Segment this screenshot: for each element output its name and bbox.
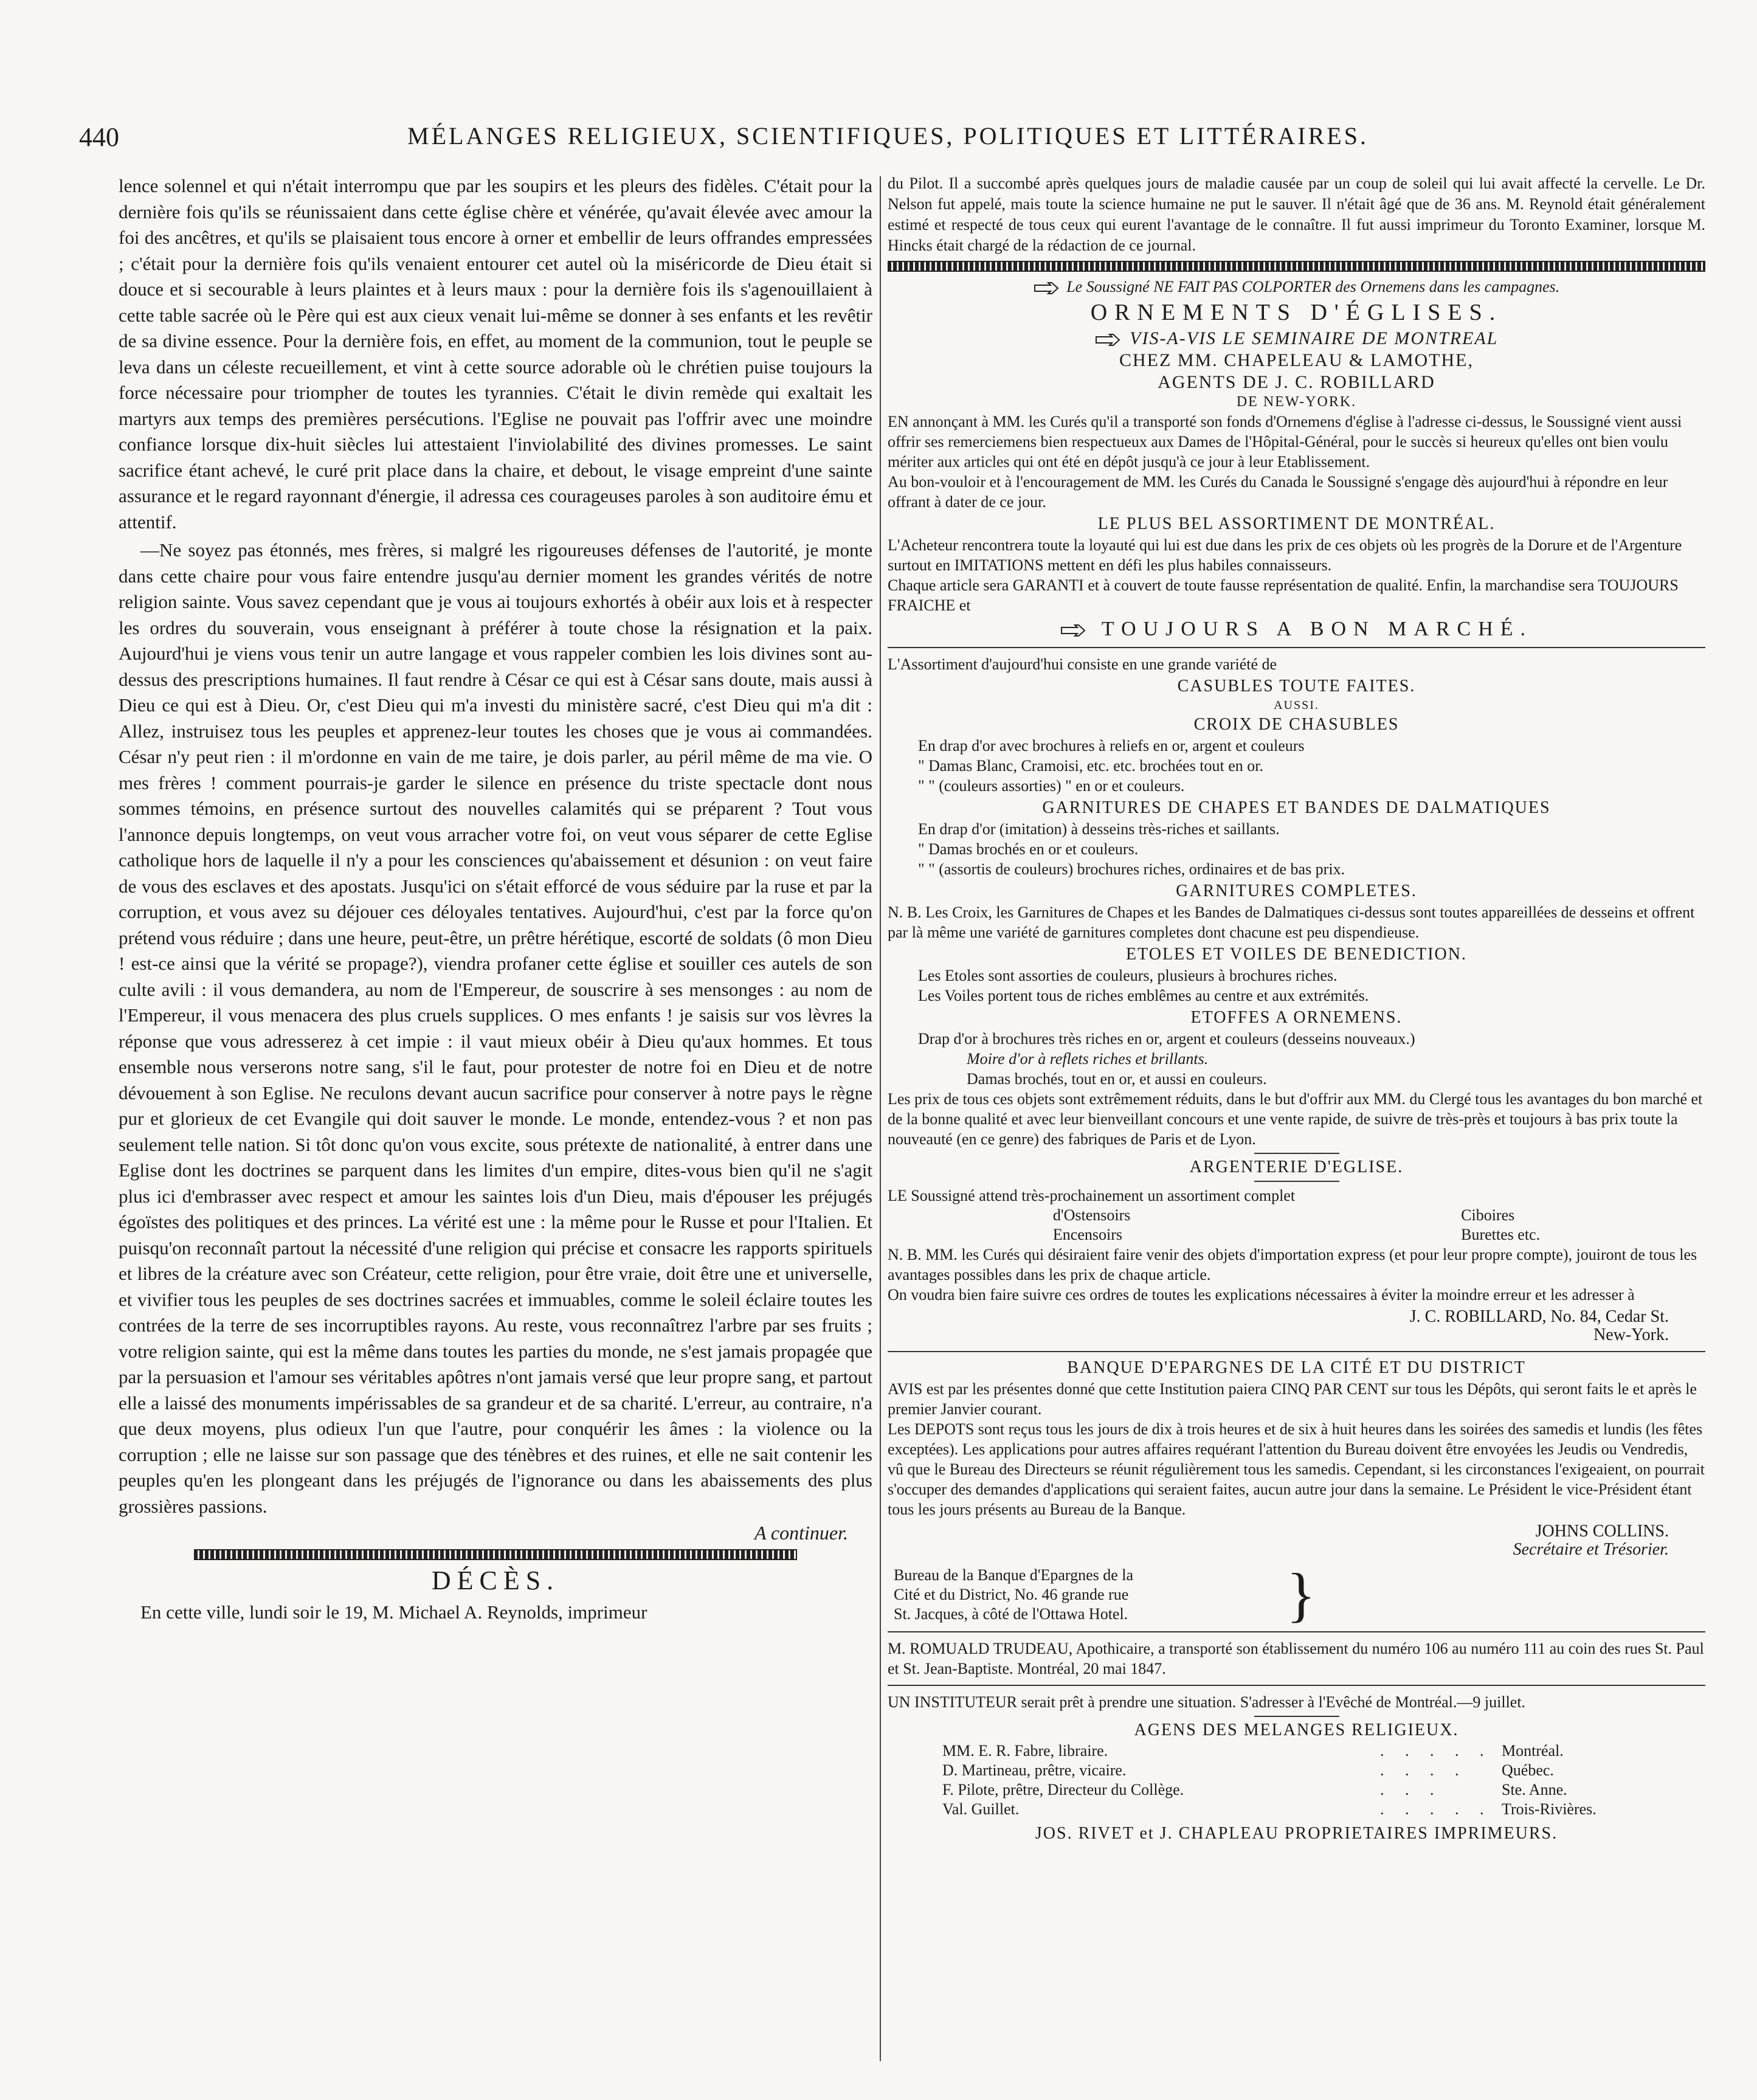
argenterie-ordres: On voudra bien faire suivre ces ordres de toutes les explications nécessaires à éviter la moindre erreur et les adresser à bbox=[888, 1286, 1635, 1304]
agent-place: Trois-Rivières. bbox=[1502, 1800, 1596, 1818]
sermon-paragraph: —Ne soyez pas étonnés, mes frères, si malgré les rigoureuses défenses de l'autorité, je monte dans cette chaire pour vous faire entendre jusqu'au dernier moment les grandes vérités de notre religion sainte. Vous savez cependant que je vous ai toujours exhortés à obéir aux lois et à respecter les ordres du souverain, vous enseignant à préférer à toute chose la résignation et la paix. Aujourd'hui je viens vous tenir un autre langage et vous rappeler combien les lois divines sont au-dessus des prescriptions humaines. Il faut rendre à César ce qui est à César sans doute, mais aussi à Dieu ce qui est à Dieu. Or, c'est Dieu qui m'a investi du ministère sacré, c'est Dieu qui m'a dit : Allez, instruisez tous les peuples et apprenez-leur toutes les choses que je vous ai commandées. César n'y peut rien : il m'ordonne en vain de me taire, je dois parler, au péril même de ma vie. O mes frères ! comment pourrais-je garder le silence en présence du triste spectacle dont nous sommes témoins, en présence surtout des nouvelles calamités qui se préparent ? Tout vous l'annonce depuis longtemps, on veut vous arracher votre foi, on veut vous séparer de cette Eglise catholique hors de laquelle il n'y a pour les consciences qu'abaissement et désunion : on veut faire de vous des esclaves et des apostats. Jusqu'ici on s'était efforcé de vous séduire par la ruse et par la corruption, et vous avez su déjouer ces déloyales tentatives. Aujourd'hui, c'est par la force qu'on prétend vous réduire ; dans une heure, peut-être, un prêtre hérétique, escorté de soldats (ô mon Dieu ! est-ce ainsi que la vérité se propage?), viendra profaner cette église et souiller ces autels de son culte avili : il vous demandera, au nom de l'Empereur, de souscrire à ses mensonges : au nom de l'Empereur, il vous menacera des plus cruels supplices. O mes enfants ! je saisis sur vos lèvres la réponse que vous adresserez à cet impie : il vaut mieux obéir à Dieu qu'aux hommes. Et tous ensemble nous verserons notre sang, s'il le faut, pour protester de notre foi en Dieu et de notre dévouement à son Eglise. Ne reculons devant aucun sacrifice pour conserver à notre pays le règne pur et glorieux de cet Evangile qui doit sauver le monde. Le monde, entendez-vous ? et non pas seulement telle nation. Si tôt donc qu'on vous excite, sous prétexte de nationalité, à entrer dans une Eglise dont les doctrines se parquent dans les limites d'un empire, dites-vous bien qu'il ne s'agit plus ici d'embrasser avec respect et amour les saintes lois d'un Dieu, mais d'épouser les préjugés égoïstes des politiques et des princes. La vérité est une : la même pour le Russe et pour l'Italien. Et puisqu'on reconnaît partout la nécessité d'une religion qui précise et consacre les rapports spirituels et libres de la créature avec son Créateur, cette religion, pour être vraie, doit être une et universelle, et vivifier tous les peuples de ses doctrines sacrées et immuables, comme le soleil éclaire toutes les contrées de la terre de ses incorruptibles rayons. Au reste, vous reconnaîtrez l'arbre par ses fruits ; votre religion sainte, qui est la même dans toutes les parties du monde, ne s'est jamais propagée que par la persuasion et l'amour ses véritables apôtres n'ont jamais versé que leur propre sang, et partout elle a laissé des monuments impérissables de sa grandeur et de sa charité. L'erreur, au contraire, n'a que deux moyens, plus odieux l'un que l'autre, pour conquérir les âmes : la violence ou la corruption ; elle ne laisse sur son passage que des ténèbres et des ruines, et elle ne sait contenir les peuples qu'en les plongeant dans les préjugés de l'ignorance ou dans les abaissements des plus grossières passions. bbox=[119, 539, 872, 1517]
divider bbox=[1254, 1181, 1339, 1182]
garanti-text: Chaque article sera GARANTI et à couvert de toute fausse représentation de qualité. Enfin, la marchandise sera TOUJOURS FRAICHE et bbox=[888, 576, 1679, 614]
page-number: 440 bbox=[79, 122, 119, 152]
argenterie-heading: ARGENTERIE D'EGLISE. bbox=[1189, 1158, 1404, 1176]
etoles-item: Les Etoles sont assorties de couleurs, plusieurs à brochures riches. bbox=[918, 967, 1338, 984]
prix-text: Les prix de tous ces objets sont extrêmement réduits, dans le but d'offrir aux MM. du Clergé tous les avantages du bon marché et de la bonne qualité et avec leur bienveillant concours et une vente rapide, de suivre de très-près et toujours à bas prix toute la nouveauté (en ce genre) des fabriques de Paris et de Lyon. bbox=[888, 1090, 1703, 1148]
agent-name: F. Pilote, prêtre, Directeur du Collège. bbox=[942, 1781, 1184, 1798]
garnitures-item: " Damas brochés en or et couleurs. bbox=[918, 840, 1139, 858]
banque-bureau-address bbox=[888, 1561, 1705, 1628]
agent-place: Montréal. bbox=[1502, 1742, 1564, 1760]
etoffes-item: Drap d'or à brochures très riches en or, argent et couleurs (desseins nouveaux.) bbox=[918, 1030, 1415, 1048]
deces-text: En cette ville, lundi soir le 19, M. Michael A. Reynolds, imprimeur bbox=[140, 1601, 647, 1623]
ornements-intro-2: Au bon-vouloir et à l'encouragement de MM. les Curés du Canada le Soussigné s'engage dès aujourd'hui à répondre en leur offrant à dater de ce jour. bbox=[888, 473, 1668, 511]
agent-dots: . . . . . bbox=[1380, 1742, 1493, 1760]
agent-row bbox=[888, 1800, 1705, 1819]
ornements-chez: CHEZ MM. CHAPELEAU & LAMOTHE, bbox=[1119, 350, 1474, 370]
garnitures-heading: GARNITURES DE CHAPES ET BANDES DE DALMATIQUES bbox=[1042, 798, 1551, 817]
banque-depots: Les DEPOTS sont reçus tous les jours de dix à trois heures et de six à huit heures dans les soirées des samedis et lundis (les fêtes exceptées). Les applications pour autres affaires requérant l'attention du Bureau doivent être envoyées les Jeudis ou Vendredis, vû que le Bureau des Directeurs se réunit régulièrement tous les samedis. Cependant, si les circonstances l'exigeaient, on pourrait s'occuper des demandes d'applications qui seraient faites, aucun autre jour dans la semaine. Le Président le vice-Président étant tous les jours présents au Bureau de la Banque. bbox=[888, 1420, 1705, 1518]
bureau-line: St. Jacques, à côté de l'Ottawa Hotel. bbox=[894, 1605, 1128, 1623]
agent-row bbox=[888, 1761, 1705, 1780]
agent-dots: . . . . bbox=[1380, 1761, 1468, 1779]
agent-place: Québec. bbox=[1502, 1761, 1554, 1779]
banque-signature: JOHNS COLLINS. bbox=[1535, 1522, 1669, 1541]
etoles-heading: ETOLES ET VOILES DE BENEDICTION. bbox=[1126, 945, 1467, 964]
obituary-continuation bbox=[888, 173, 1705, 256]
etoffes-item: Damas brochés, tout en or, et aussi en couleurs. bbox=[967, 1070, 1267, 1088]
agent-row bbox=[888, 1741, 1705, 1761]
bureau-line: Cité et du District, No. 46 grande rue bbox=[894, 1586, 1129, 1603]
robillard-city: New-York. bbox=[1593, 1325, 1669, 1344]
agent-dots: . . . . . bbox=[1380, 1800, 1493, 1818]
pointing-hand-icon bbox=[1034, 281, 1063, 295]
ornements-subtitle-text: VIS-A-VIS LE SEMINAIRE DE MONTREAL bbox=[1130, 328, 1499, 348]
croix-item: " " (couleurs assorties) " en or et couleurs. bbox=[918, 777, 1185, 795]
divider bbox=[1254, 1716, 1339, 1717]
instituteur-notice: UN INSTITUTEUR serait prêt à prendre une situation. S'adresser à l'Evêché de Montréal.—9 juillet. bbox=[888, 1693, 1526, 1711]
argenterie-item: d'Ostensoirs bbox=[1052, 1206, 1131, 1224]
pointing-hand-icon bbox=[1095, 333, 1124, 347]
ornements-agents: AGENTS DE J. C. ROBILLARD bbox=[1158, 372, 1435, 392]
robillard-signature: J. C. ROBILLARD, No. 84, Cedar St. bbox=[1409, 1307, 1669, 1326]
running-title: MÉLANGES RELIGIEUX, SCIENTIFIQUES, POLITIQUES ET LITTÉRAIRES. bbox=[407, 122, 1369, 150]
assortiment-text: L'Assortiment d'aujourd'hui consiste en une grande variété de bbox=[888, 655, 1277, 673]
argenterie-items-right bbox=[1461, 1206, 1540, 1245]
agent-name: MM. E. R. Fabre, libraire. bbox=[942, 1742, 1108, 1760]
argenterie-items bbox=[888, 1206, 1705, 1245]
argenterie-item: Burettes etc. bbox=[1461, 1226, 1541, 1243]
bureau-line: Bureau de la Banque d'Epargnes de la bbox=[894, 1566, 1134, 1584]
divider bbox=[888, 1631, 1705, 1632]
bon-marche-banner bbox=[888, 618, 1705, 641]
obituary-text: du Pilot. Il a succombé après quelques jours de maladie causée par un coup de soleil qui lui avait affecté la cervelle. Le Dr. Nelson fut appelé, mais toute la science humaine ne put le sauver. Il n'était âgé que de 36 ans. M. Reynold était généralement estimé et respecté de tous ceux qui eurent l'avantage de le connaître. Il fut aussi imprimeur du Toronto Examiner, lorsque M. Hincks était chargé de la rédaction de ce journal. bbox=[888, 174, 1705, 254]
argenterie-items-left bbox=[1053, 1206, 1130, 1245]
agent-name: D. Martineau, prêtre, vicaire. bbox=[942, 1761, 1127, 1779]
croix-heading: CROIX DE CHASUBLES bbox=[1193, 715, 1400, 734]
trudeau-notice: M. ROMUALD TRUDEAU, Apothicaire, a transporté son établissement du numéro 106 au numéro 111 au coin des rues St. Paul et St. Jean-Baptiste. Montréal, 20 mai 1847. bbox=[888, 1640, 1704, 1677]
ornements-de-ny: DE NEW-YORK. bbox=[1236, 394, 1357, 410]
brace-glyph: } bbox=[1286, 1561, 1316, 1628]
argenterie-item: Encensoirs bbox=[1052, 1226, 1122, 1243]
banque-signature-title: Secrétaire et Trésorier. bbox=[1513, 1540, 1669, 1559]
agent-place: Ste. Anne. bbox=[1502, 1781, 1567, 1798]
ornements-title: ORNEMENTS D'ÉGLISES. bbox=[1090, 300, 1503, 325]
nb-croix-text: N. B. Les Croix, les Garnitures de Chapes et les Bandes de Dalmatiques ci-dessus sont toutes appareillées de desseins et offrent par là même une variété de garnitures completes dont chacune est peu dispendieuse. bbox=[888, 903, 1695, 941]
argenterie-item: Ciboires bbox=[1461, 1206, 1515, 1224]
sermon-paragraph: lence solennel et qui n'était interrompu que par les soupirs et les pleurs des fidèles. C'était pour la dernière fois qu'ils se réunissaient dans cette église chère et vénérée, qu'avait élevée avec amour la foi des ancêtres, et qu'ils se plaisaient tous encore à orner et embellir de leurs offrandes empressées ; c'était pour la dernière fois qu'ils venaient entourer cet autel où la miséricorde de Dieu était si douce et si secourable à leurs plaintes et à leurs maux : pour la dernière fois ils s'agenouillaient à cette table sacrée où le Père qui est aux cieux venait lui-même se donner à ses enfants et les revêtir de sa divine essence. Pour la dernière fois, en effet, au moment de la communion, tout le peuple se leva dans un céleste recueillement, et vint à cette source adorable où le chrétien puise toujours la force nécessaire pour triompher de toutes les tyrannies. C'était le divin remède qui exaltait les martyrs aux temps des premières persécutions. l'Eglise ne pouvait pas l'offrir avec une moindre confiance lorsque dix-huit siècles lui attestaient l'inviolabilité des divines promesses. Le saint sacrifice étant achevé, le curé prit place dans la chaire, et debout, le visage empreint d'une sainte assurance et le regard rayonnant d'énergie, il adressa ces courageuses paroles à son auditoire ému et attentif. bbox=[119, 175, 872, 533]
agent-dots: . . . bbox=[1380, 1781, 1443, 1798]
casubles-heading: CASUBLES TOUTE FAITES. bbox=[1177, 677, 1416, 696]
ornamental-divider bbox=[888, 261, 1705, 272]
garnitures-item: En drap d'or (imitation) à desseins très-riches et saillants. bbox=[918, 820, 1280, 838]
agent-row bbox=[888, 1780, 1705, 1800]
column-divider bbox=[880, 176, 881, 2061]
argenterie-nb: N. B. MM. les Curés qui désiraient faire venir des objets d'importation express (et pour leur propre compte), jouiront de tous les avantages possibles dans les prix de chaque article. bbox=[888, 1246, 1697, 1283]
bon-marche-text: TOUJOURS A BON MARCHÉ. bbox=[1101, 618, 1533, 640]
argenterie-text: LE Soussigné attend très-prochainement un assortiment complet bbox=[888, 1187, 1296, 1204]
croix-item: En drap d'or avec brochures à reliefs en or, argent et couleurs bbox=[918, 737, 1305, 755]
agens-heading: AGENS DES MELANGES RELIGIEUX. bbox=[1134, 1721, 1459, 1739]
banque-heading: BANQUE D'EPARGNES DE LA CITÉ ET DU DISTRICT bbox=[1067, 1358, 1526, 1377]
etoffes-item: Moire d'or à reflets riches et brillants. bbox=[967, 1050, 1209, 1068]
croix-item: " Damas Blanc, Cramoisi, etc. etc. brochées tout en or. bbox=[918, 757, 1264, 775]
aussi-label: AUSSI. bbox=[1274, 699, 1319, 712]
right-column bbox=[888, 173, 1705, 2070]
divider bbox=[1254, 1153, 1339, 1154]
garnitures-completes-heading: GARNITURES COMPLETES. bbox=[1176, 882, 1417, 900]
deces-heading: DÉCÈS. bbox=[431, 1566, 560, 1595]
divider bbox=[888, 647, 1705, 648]
ornements-subtitle bbox=[888, 328, 1705, 349]
divider bbox=[888, 1351, 1705, 1352]
bureau-lines bbox=[888, 1566, 1283, 1624]
left-column bbox=[119, 173, 872, 2070]
acheteur-text: L'Acheteur rencontrera toute la loyauté qui lui est due dans les prix de ces objets où les progrès de la Dorure et de l'Argenture surtout en IMITATIONS mettent en défi les plus habiles connaisseurs. bbox=[888, 536, 1682, 574]
pointing-hand-icon bbox=[1060, 624, 1089, 637]
proprietaires-line: JOS. RIVET et J. CHAPLEAU PROPRIETAIRES IMPRIMEURS. bbox=[1035, 1824, 1558, 1843]
ornements-intro: EN annonçant à MM. les Curés qu'il a transporté son fonds d'Ornemens d'église à l'adresse ci-dessus, le Soussigné vient aussi offrir ses remerciemens bien respectueux aux Dames de l'Hôpital-Général, pour le succès si heureux qu'elles ont bien voulu mériter aux articles qui ont été en dépôt jusqu'à ce jour à leur Etablissement. bbox=[888, 413, 1682, 471]
agent-name: Val. Guillet. bbox=[942, 1800, 1020, 1818]
colporteur-text: Le Soussigné NE FAIT PAS COLPORTER des Ornemens dans les campagnes. bbox=[1066, 278, 1560, 295]
garnitures-item: " " (assortis de couleurs) brochures riches, ordinaires et de bas prix. bbox=[918, 860, 1345, 878]
plus-bel-assortiment: LE PLUS BEL ASSORTIMENT DE MONTRÉAL. bbox=[1097, 514, 1496, 533]
divider bbox=[888, 1685, 1705, 1686]
ornamental-divider bbox=[194, 1549, 797, 1560]
etoffes-heading: ETOFFES A ORNEMENS. bbox=[1190, 1008, 1403, 1027]
continuation-note: A continuer. bbox=[754, 1522, 848, 1544]
page-header bbox=[79, 122, 1696, 158]
colporteur-notice bbox=[888, 277, 1705, 297]
etoles-item: Les Voiles portent tous de riches emblêmes au centre et aux extrémités. bbox=[918, 987, 1369, 1004]
banque-avis: AVIS est par les présentes donné que cette Institution paiera CINQ PAR CENT sur tous les Dépôts, qui seront faits le et après le premier Janvier courant. bbox=[888, 1380, 1697, 1418]
